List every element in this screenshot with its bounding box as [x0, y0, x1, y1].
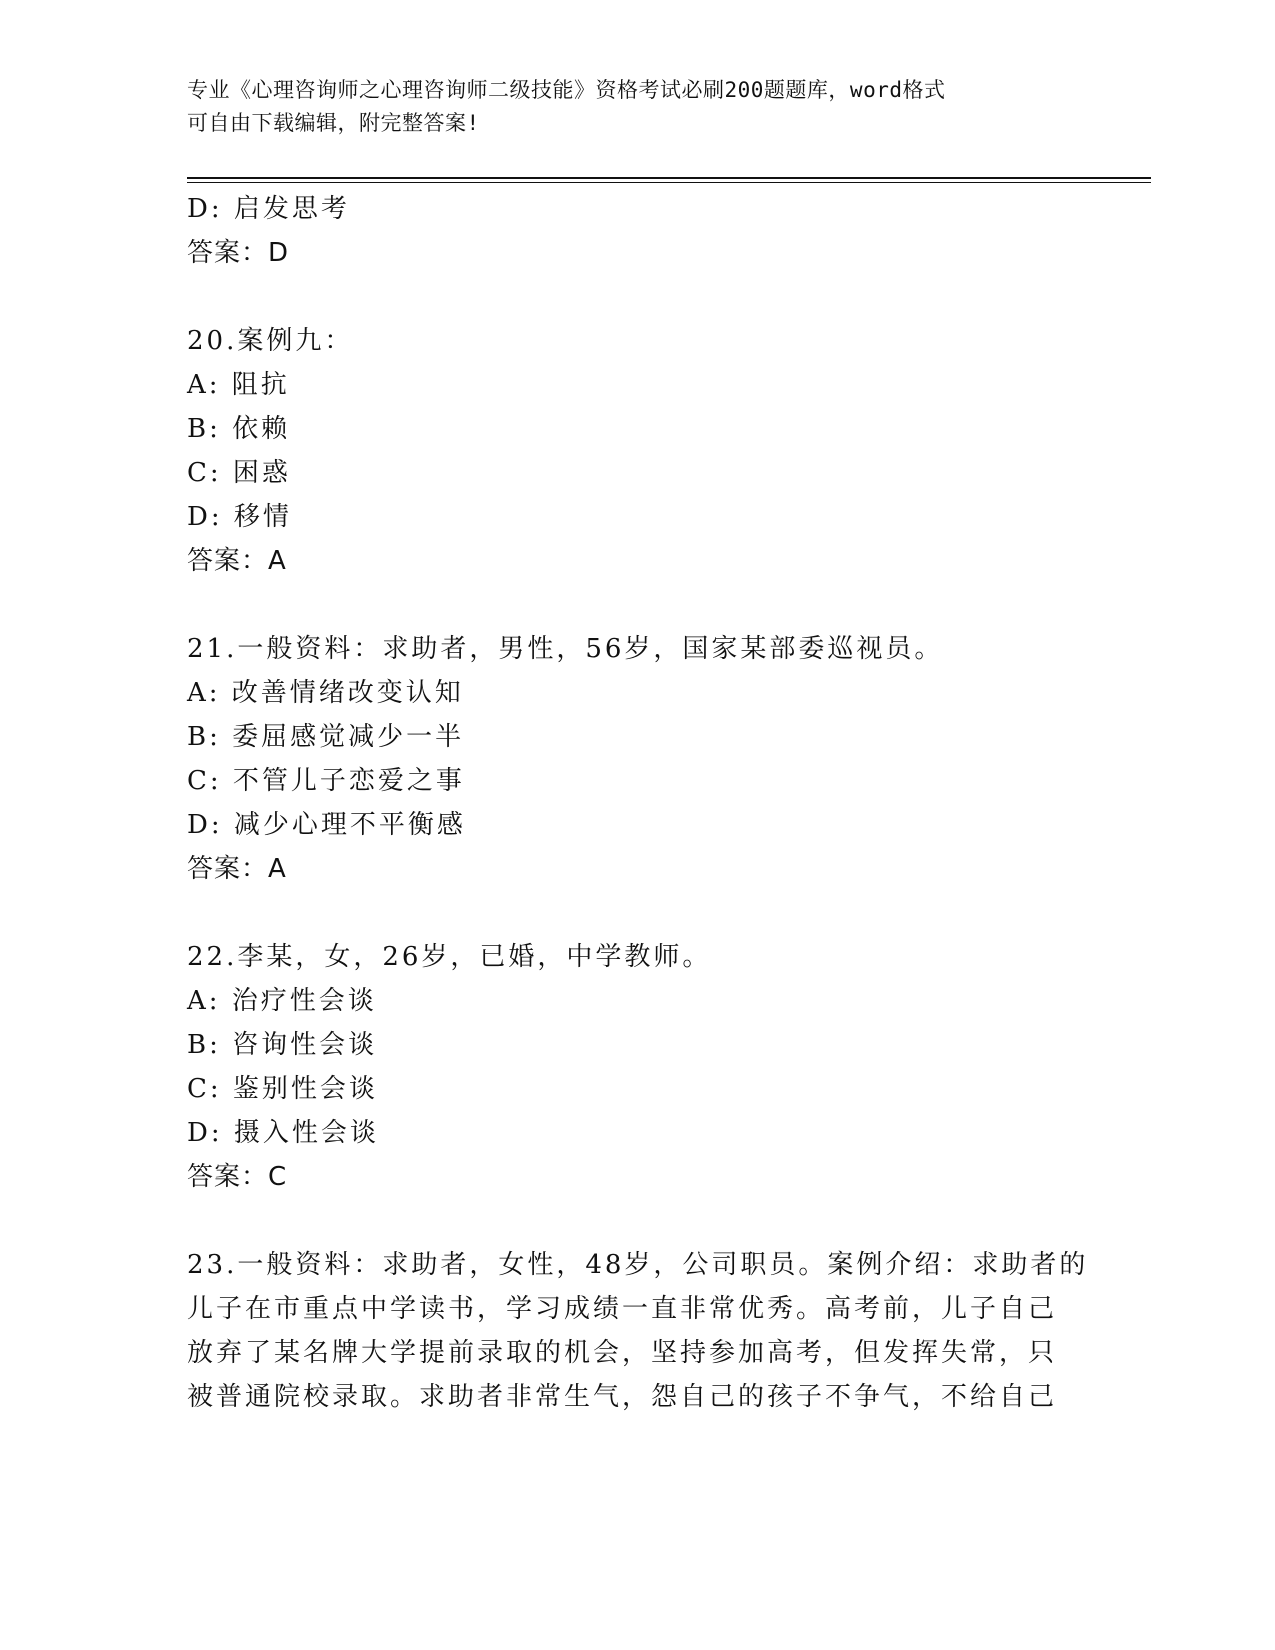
- q20-option-d: D: 移情: [187, 502, 292, 532]
- header-line-2: 可自由下载编辑，附完整答案!: [187, 111, 480, 135]
- header-rule-thin: [187, 182, 1151, 183]
- q22-option-a: A: 治疗性会谈: [187, 986, 377, 1016]
- q21-option-d: D: 减少心理不平衡感: [187, 810, 466, 840]
- q19-answer: 答案：D: [187, 238, 290, 268]
- q22-option-c: C: 鉴别性会谈: [187, 1074, 378, 1104]
- q22-option-d: D: 摄入性会谈: [187, 1118, 379, 1148]
- q20-option-a: A: 阻抗: [187, 370, 290, 400]
- q22-stem: 22.李某，女，26岁，已婚，中学教师。: [187, 942, 712, 972]
- header-line-1: 专业《心理咨询师之心理咨询师二级技能》资格考试必刷200题题库，word格式: [187, 78, 946, 102]
- q21-option-b: B: 委屈感觉减少一半: [187, 722, 465, 752]
- q23-stem-line-1: 23.一般资料：求助者，女性，48岁，公司职员。案例介绍：求助者的: [187, 1250, 1089, 1280]
- q20-option-b: B: 依赖: [187, 414, 291, 444]
- q22-option-b: B: 咨询性会谈: [187, 1030, 378, 1060]
- q21-option-a: A: 改善情绪改变认知: [187, 678, 464, 708]
- q23-stem-line-2: 儿子在市重点中学读书，学习成绩一直非常优秀。高考前，儿子自己: [187, 1294, 1058, 1324]
- q21-stem: 21.一般资料：求助者，男性，56岁，国家某部委巡视员。: [187, 634, 944, 664]
- q20-stem: 20.案例九：: [187, 326, 354, 356]
- header-rule-thick: [187, 177, 1151, 179]
- q23-stem-line-4: 被普通院校录取。求助者非常生气，怨自己的孩子不争气，不给自己: [187, 1382, 1058, 1412]
- page-header: [187, 74, 1087, 140]
- q20-option-c: C: 困惑: [187, 458, 291, 488]
- q21-answer: 答案：A: [187, 854, 287, 884]
- q22-answer: 答案：C: [187, 1162, 288, 1192]
- q21-option-c: C: 不管儿子恋爱之事: [187, 766, 465, 796]
- q23-stem-line-3: 放弃了某名牌大学提前录取的机会，坚持参加高考，但发挥失常，只: [187, 1338, 1058, 1368]
- q19-option-d: D: 启发思考: [187, 194, 350, 224]
- q20-answer: 答案：A: [187, 546, 287, 576]
